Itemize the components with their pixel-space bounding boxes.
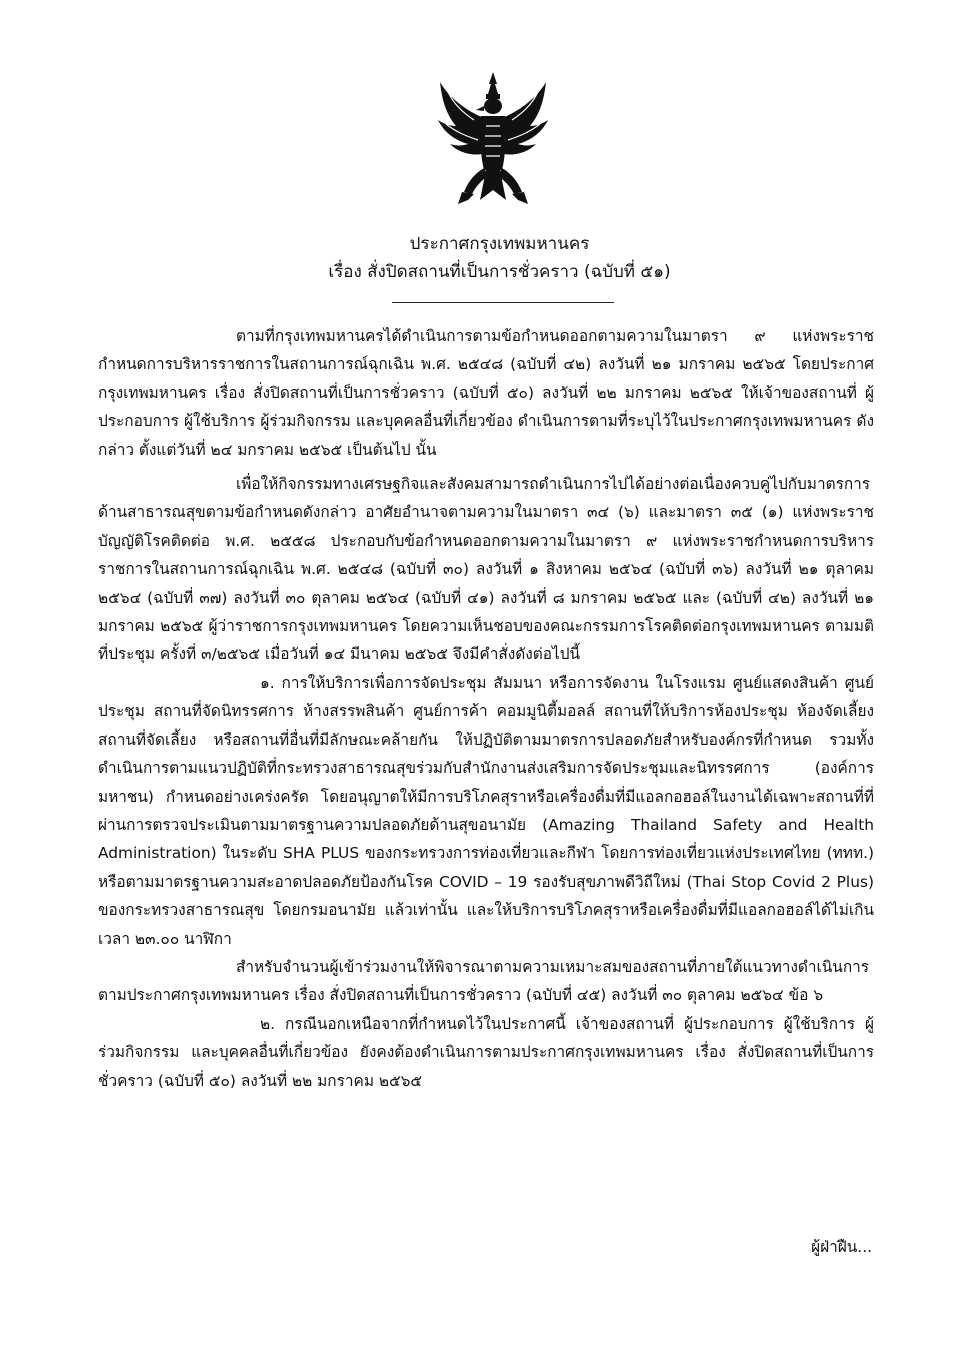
page-continuation: ผู้ฝ่าฝืน...: [811, 1238, 872, 1256]
garuda-emblem-icon: [434, 70, 552, 210]
document-body: [98, 322, 874, 1095]
document-title: ประกาศกรุงเทพมหานคร: [409, 234, 590, 254]
paragraph-item-2: ๒. กรณีนอกเหนือจากที่กำหนดไว้ในประกาศนี้ เจ้าของสถานที่ ผู้ประกอบการ ผู้ใช้บริการ ผู้ร่วมกิจกรรม และบุคคลอื่นที่เกี่ยวข้อง ยังคงต้องดำเนินการตามประกาศกรุงเทพมหานคร เรื่อง สั่งปิดสถานที่เป็นการชั่วคราว (ฉบับที่ ๕๐) ลงวันที่ ๒๒ มกราคม ๒๕๖๕: [98, 1014, 874, 1090]
paragraph-background: ตามที่กรุงเทพมหานครได้ดำเนินการตามข้อกำหนดออกตามความในมาตรา ๙ แห่งพระราชกำหนดการบริหารราชการในสถานการณ์ฉุกเฉิน พ.ศ. ๒๕๔๘ (ฉบับที่ ๔๒) ลงวันที่ ๒๑ มกราคม ๒๕๖๕ โดยประกาศกรุงเทพมหานคร เรื่อง สั่งปิดสถานที่เป็นการชั่วคราว (ฉบับที่ ๕๐) ลงวันที่ ๒๒ มกราคม ๒๕๖๕ ให้เจ้าของสถานที่ ผู้ประกอบการ ผู้ใช้บริการ ผู้ร่วมกิจกรรม และบุคคลอื่นที่เกี่ยวข้อง ดำเนินการตามที่ระบุไว้ในประกาศกรุงเทพมหานคร ดังกล่าว ตั้งแต่วันที่ ๒๔ มกราคม ๒๕๖๕ เป็นต้นไป นั้น: [98, 327, 874, 459]
document-subject: เรื่อง สั่งปิดสถานที่เป็นการชั่วคราว (ฉบับที่ ๕๑): [328, 262, 671, 282]
paragraph-participants: สำหรับจำนวนผู้เข้าร่วมงานให้พิจารณาตามความเหมาะสมของสถานที่ภายใต้แนวทางดำเนินการตามประกาศกรุงเทพมหานคร เรื่อง สั่งปิดสถานที่เป็นการชั่วคราว (ฉบับที่ ๔๕) ลงวันที่ ๓๐ ตุลาคม ๒๕๖๔ ข้อ ๖: [98, 957, 870, 1005]
paragraph-authority: เพื่อให้กิจกรรมทางเศรษฐกิจและสังคมสามารถดำเนินการไปได้อย่างต่อเนื่องควบคู่ไปกับมาตรการด้านสาธารณสุขตามข้อกำหนดดังกล่าว อาศัยอำนาจตามความในมาตรา ๓๔ (๖) และมาตรา ๓๕ (๑) แห่งพระราชบัญญัติโรคติดต่อ พ.ศ. ๒๕๕๘ ประกอบกับข้อกำหนดออกตามความในมาตรา ๙ แห่งพระราชกำหนดการบริหารราชการในสถานการณ์ฉุกเฉิน พ.ศ. ๒๕๔๘ (ฉบับที่ ๓๐) ลงวันที่ ๑ สิงหาคม ๒๕๖๔ (ฉบับที่ ๓๖) ลงวันที่ ๒๑ ตุลาคม ๒๕๖๔ (ฉบับที่ ๓๗) ลงวันที่ ๓๐ ตุลาคม ๒๕๖๔ (ฉบับที่ ๔๑) ลงวันที่ ๘ มกราคม ๒๕๖๕ และ (ฉบับที่ ๔๒) ลงวันที่ ๒๑ มกราคม ๒๕๖๕ ผู้ว่าราชการกรุงเทพมหานคร โดยความเห็นชอบของคณะกรรมการโรคติดต่อกรุงเทพมหานคร ตามมติที่ประชุม ครั้งที่ ๓/๒๕๖๕ เมื่อวันที่ ๑๔ มีนาคม ๒๕๖๕ จึงมีคำสั่งดังต่อไปนี้: [98, 475, 874, 664]
paragraph-item-1: ๑. การให้บริการเพื่อการจัดประชุม สัมมนา หรือการจัดงาน ในโรงแรม ศูนย์แสดงสินค้า ศูนย์ประชุม สถานที่จัดนิทรรศการ ห้างสรรพสินค้า ศูนย์การค้า คอมมูนิตี้มอลล์ สถานที่ให้บริการห้องประชุม ห้องจัดเลี้ยง สถานที่จัดเลี้ยง หรือสถานที่อื่นที่มีลักษณะคล้ายกัน ให้ปฏิบัติตามมาตรการปลอดภัยสำหรับองค์กรที่กำหนด รวมทั้งดำเนินการตามแนวปฏิบัติที่กระทรวงสาธารณสุขร่วมกับสำนักงานส่งเสริมการจัดประชุมและนิทรรศการ (องค์การมหาชน) กำหนดอย่างเคร่งครัด โดยอนุญาตให้มีการบริโภคสุราหรือเครื่องดื่มที่มีแอลกอฮอล์ในงานได้เฉพาะสถานที่ที่ผ่านการตรวจประเมินตามมาตรฐานความปลอดภัยด้านสุขอนามัย (Amazing Thailand Safety and Health Administration) ในระดับ SHA PLUS ของกระทรวงการท่องเที่ยวและกีฬา โดยการท่องเที่ยวแห่งประเทศไทย (ททท.) หรือตามมาตรฐานความสะอาดปลอดภัยป้องกันโรค COVID – 19 รองรับสุขภาพดีวิถีใหม่ (Thai Stop Covid 2 Plus) ของกระทรวงสาธารณสุข โดยกรมอนามัย แล้วเท่านั้น และให้บริการบริโภคสุราหรือเครื่องดื่มที่มีแอลกอฮอล์ได้ไม่เกินเวลา ๒๓.๐๐ นาฬิกา: [98, 673, 874, 948]
title-divider: [392, 302, 614, 303]
